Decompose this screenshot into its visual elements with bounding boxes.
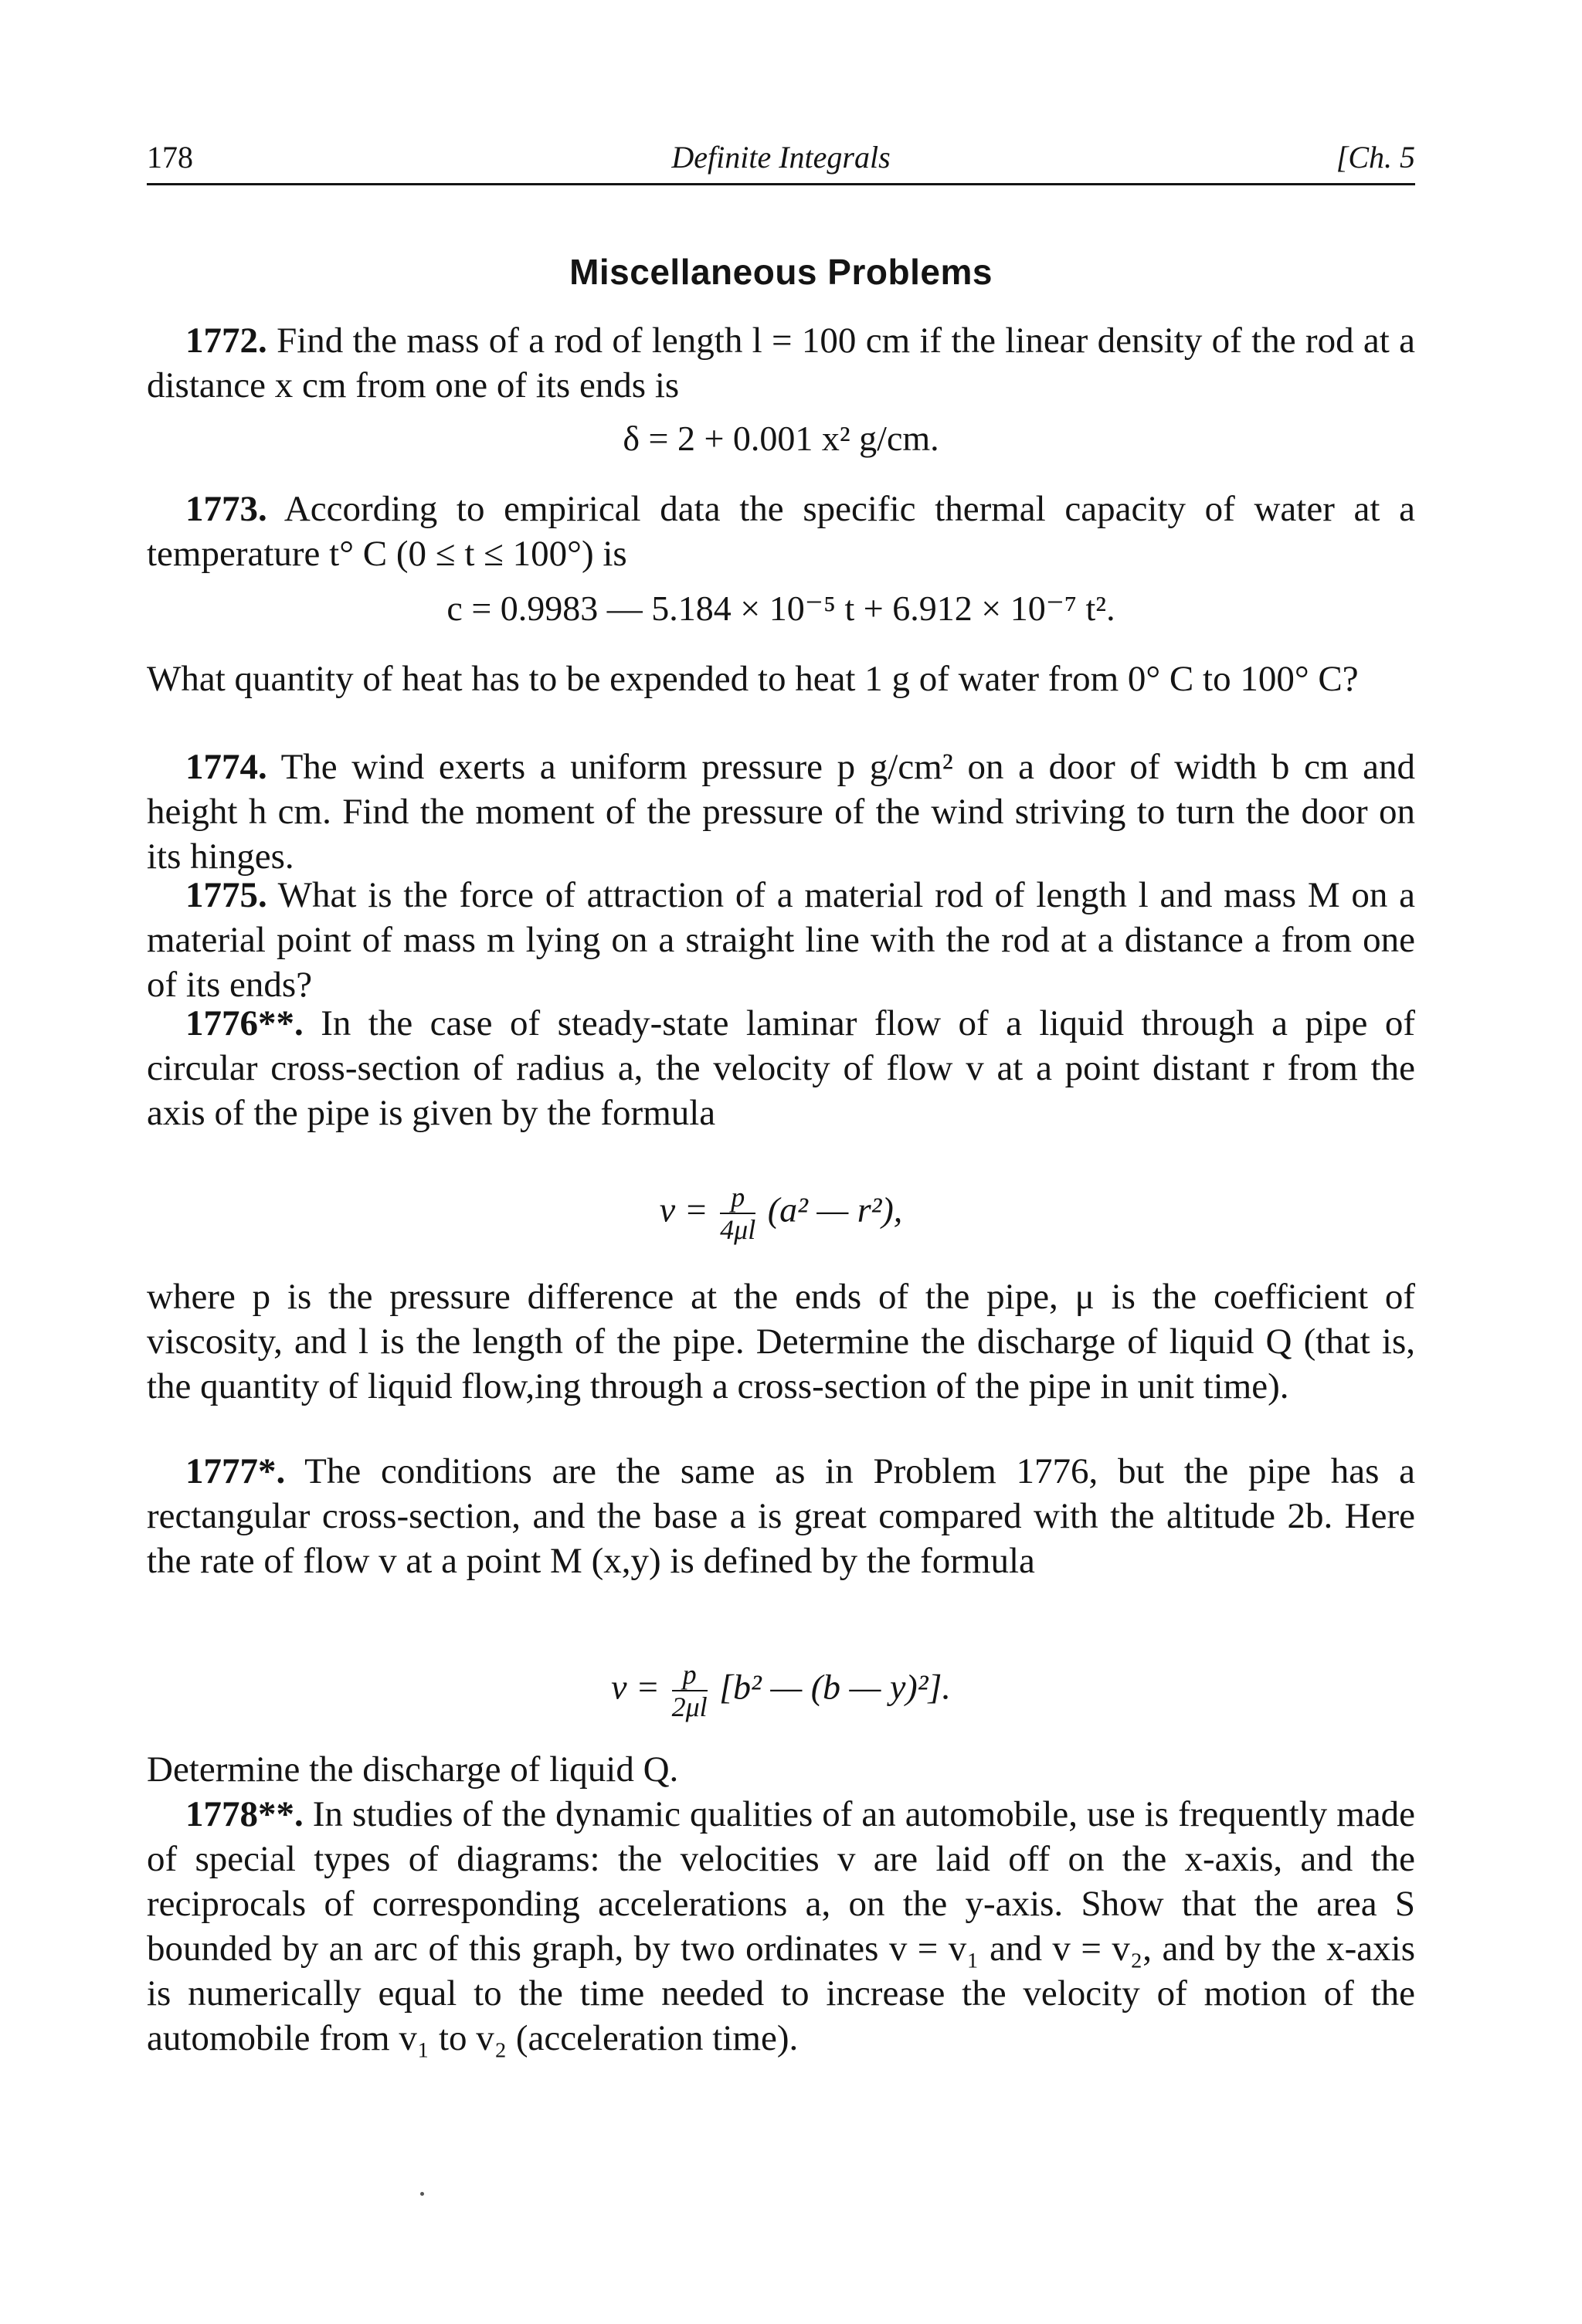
problem-1773-question — [147, 656, 1415, 701]
problem-number: 1775. — [185, 875, 267, 915]
formula-1773: c = 0.9983 — 5.184 × 10⁻⁵ t + 6.912 × 10⁻⁷ t². — [446, 589, 1115, 628]
problem-number: 1773. — [185, 489, 267, 529]
problem-text: What quantity of heat has to be expended to heat 1 g of water from 0° C to 100° C? — [147, 659, 1359, 699]
problem-text: In the case of steady-state laminar flow of a liquid through a pipe of circular cross-section of radius a, the velocity of flow v at a point distant r from the axis of the pipe is given by the formula — [147, 1003, 1415, 1133]
problem-1776 — [147, 1001, 1415, 1135]
problem-1777-question — [147, 1747, 1415, 1792]
problem-text: where p is the pressure difference at the ends of the pipe, μ is the coefficient of viscosity, and l is the length of the pipe. Determine the discharge of liquid Q (that is, the quantity of liquid flow,ing through a cross-section of the pipe in unit time). — [147, 1277, 1415, 1406]
problem-1776-continued — [147, 1274, 1415, 1409]
problem-text: Find the mass of a rod of length l = 100 cm if the linear density of the rod at a distance x cm from one of its ends is — [147, 321, 1416, 405]
printing-speck — [420, 2192, 424, 2196]
formula-1776: v = $\frac{p}{4\mu l}$ (a² — r²), — [659, 1182, 903, 1245]
problem-1777 — [147, 1449, 1415, 1583]
problem-number: 1772. — [185, 321, 267, 361]
problem-text: The conditions are the same as in Problem 1776, but the pipe has a rectangular cross-section, and the base a is great compared with the altitude 2b. Here the rate of flow v at a point M (x,y) is defined by the formula — [147, 1451, 1415, 1581]
chapter-label: [Ch. 5 — [1336, 140, 1415, 175]
problem-text: In studies of the dynamic qualities of an automobile, use is frequently made of special types of diagrams: the velocities v are laid off on the x-axis, and the reciprocals of corresponding accelerations a, on the y-axis. Show that the area S bounded by an arc of this graph, by two ordinates v = v₁ and v = v₂, and by the x-axis is numerically equal to the time needed to increase the velocity of motion of the automobile from v₁ to v₂ (acceleration time). — [147, 1794, 1416, 2058]
problem-1778 — [147, 1792, 1415, 2061]
fraction: $\frac{p}{4\mu l}$ — [720, 1182, 756, 1245]
section-title: Miscellaneous Problems — [569, 252, 993, 292]
problem-number: 1774. — [185, 747, 267, 787]
header-rule — [147, 183, 1415, 185]
page-number: 178 — [147, 140, 193, 175]
problem-number: 1777*. — [185, 1451, 286, 1491]
problem-1774 — [147, 745, 1415, 879]
running-header — [147, 139, 1415, 178]
problem-1772 — [147, 318, 1415, 408]
problem-1775 — [147, 873, 1415, 1007]
formula-1777: v = $\frac{p}{2\mu l}$ [b² — (b — y)²]. — [611, 1659, 951, 1722]
problem-text: Determine the discharge of liquid Q. — [147, 1749, 679, 1790]
formula-1772: δ = 2 + 0.001 x² g/cm. — [623, 419, 939, 458]
problem-number: 1776**. — [185, 1003, 304, 1043]
problem-text: What is the force of attraction of a material rod of length l and mass M on a material point of mass m lying on a straight line with the rod at a distance a from one of its ends? — [147, 875, 1415, 1005]
problem-number: 1778**. — [185, 1794, 304, 1834]
fraction: $\frac{p}{2\mu l}$ — [671, 1659, 708, 1722]
problem-text: According to empirical data the specific thermal capacity of water at a temperature t° C (0 ≤ t ≤ 100°) is — [147, 489, 1415, 574]
running-title: Definite Integrals — [671, 140, 891, 175]
problem-1773 — [147, 487, 1415, 576]
problem-text: The wind exerts a uniform pressure p g/cm² on a door of width b cm and height h cm. Find the moment of the pressure of the wind striving to turn the door on its hinges. — [147, 747, 1416, 877]
